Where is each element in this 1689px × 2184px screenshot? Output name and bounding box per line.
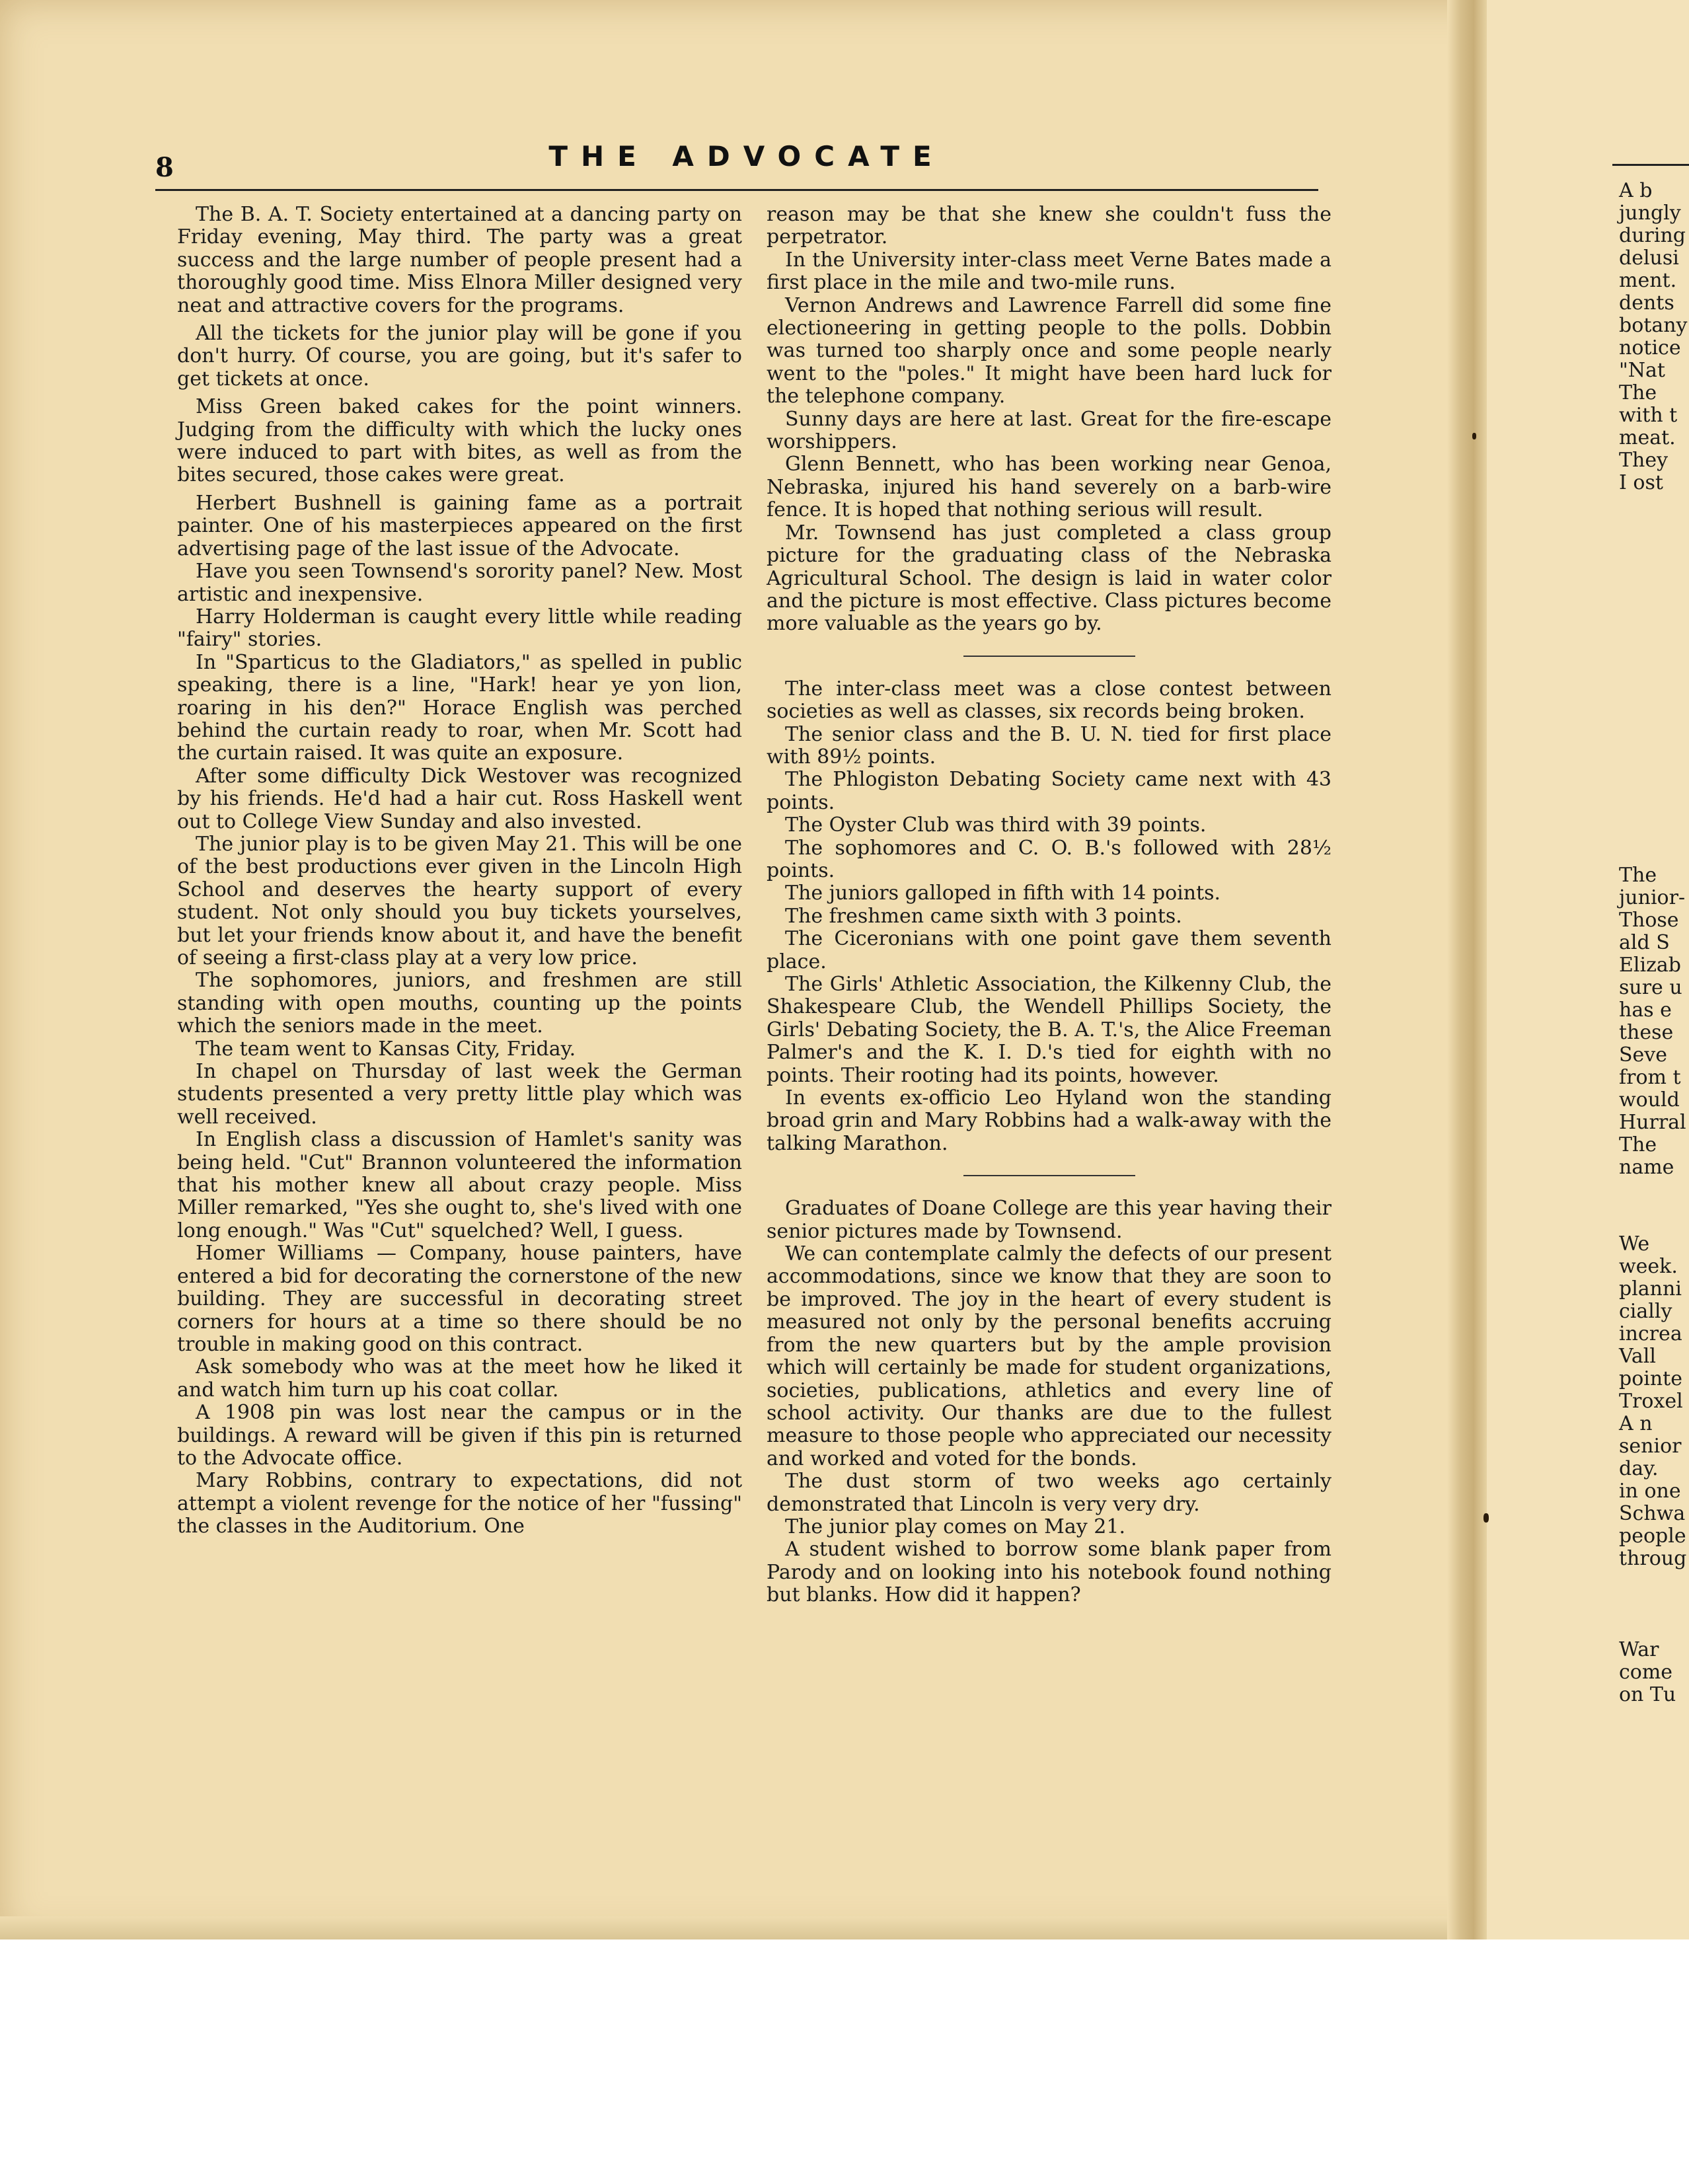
paragraph: The Girls' Athletic Association, the Kilkenny Club, the Shakespeare Club, the Wendell Phillips Society, the Girls' Debating Society, the B. A. T.'s, the Alice Freeman Palmer's and the K. I. D.'s tied for eighth with no points. Their rooting had its points, however. (767, 973, 1332, 1087)
facing-page-fragment: Hurral (1619, 1111, 1686, 1134)
paragraph: Mary Robbins, contrary to expectations, did not attempt a violent revenge for the notice of her "fussing" the classes in the Auditorium. One (177, 1469, 742, 1538)
paragraph: The team went to Kansas City, Friday. (196, 1037, 576, 1061)
paragraph: Graduates of Doane College are this year having their senior pictures made by Townsend. (767, 1197, 1332, 1243)
paragraph: The freshmen came sixth with 3 points. (785, 904, 1182, 928)
facing-page-fragment: Vall (1619, 1345, 1656, 1368)
section-divider (963, 1175, 1135, 1176)
facing-page-fragment: sure u (1619, 976, 1682, 999)
facing-page-fragment: Schwa (1619, 1502, 1686, 1525)
paragraph: Herbert Bushnell is gaining fame as a portrait painter. One of his masterpieces appeared on the first advertising page of the last issue of the Advocate. (177, 491, 742, 560)
paragraph: Harry Holderman is caught every little while reading "fairy" stories. (177, 605, 742, 652)
facing-page-fragment: A n (1619, 1412, 1653, 1435)
paragraph: The juniors galloped in fifth with 14 points. (785, 882, 1221, 905)
facing-page-fragment: would (1619, 1088, 1680, 1111)
paragraph: The senior class and the B. U. N. tied for first place with 89½ points. (767, 722, 1332, 769)
paragraph: The Ciceronians with one point gave them seventh place. (767, 927, 1332, 973)
facing-page-fragment: delusi (1619, 246, 1679, 270)
facing-page-fragment: They (1619, 449, 1669, 472)
facing-page-fragment: "Nat (1619, 359, 1665, 382)
paragraph: In the University inter-class meet Verne Bates made a first place in the mile and two-mile runs. (767, 248, 1332, 295)
facing-page-fragment: cially (1619, 1300, 1672, 1323)
facing-page-fragment: senior (1619, 1435, 1682, 1458)
facing-page-fragment: jungly (1619, 202, 1681, 225)
paragraph: After some difficulty Dick Westover was recognized by his friends. He'd had a hair cut. Ross Haskell went out to College View Sunday and also invested. (177, 764, 742, 833)
paragraph: The Oyster Club was third with 39 points. (785, 813, 1207, 837)
facing-page-fragment: increa (1619, 1322, 1682, 1345)
paragraph: Have you seen Townsend's sorority panel? New. Most artistic and inexpensive. (177, 560, 742, 606)
facing-page-fragment: I ost (1619, 471, 1663, 494)
facing-page-fragment: dents (1619, 291, 1674, 315)
facing-page-fragment: these (1619, 1021, 1674, 1044)
facing-page-fragment: We (1619, 1232, 1650, 1256)
facing-page-fragment: pointe (1619, 1367, 1682, 1390)
paragraph: Vernon Andrews and Lawrence Farrell did some fine electioneering in getting people to the polls. Dobbin was turned too sharply once and some people nearly went to the "poles." It might have been hard luck for the telephone company. (767, 293, 1332, 408)
facing-page-rule (1612, 164, 1689, 166)
facing-page-fragment: ment. (1619, 269, 1677, 292)
facing-page-fragment: The (1619, 864, 1657, 887)
facing-page-fragment: A b (1619, 179, 1653, 202)
paragraph: The dust storm of two weeks ago certainly demonstrated that Lincoln is very very dry. (767, 1470, 1332, 1516)
binding-spine (1447, 0, 1487, 1939)
paragraph: The B. A. T. Society entertained at a dancing party on Friday evening, May third. The party was a great success and the large number of people present had a thoroughly good time. Miss Elnora Miller designed very neat and attractive covers for the programs. (177, 203, 742, 317)
facing-page-fragment: name (1619, 1156, 1674, 1179)
facing-page-fragment: meat. (1619, 426, 1676, 449)
right-column (767, 204, 1332, 1607)
facing-page-fragment: planni (1619, 1277, 1682, 1300)
page-bottom-edge (0, 1916, 1689, 1939)
paragraph: The junior play is to be given May 21. This will be one of the best productions ever given in the Lincoln High School and deserves the hearty support of every student. Not only should you buy tickets yourselves, but let your friends know about it, and have the benefit of seeing a first-class play at a very low price. (177, 832, 742, 969)
paragraph: We can contemplate calmly the defects of our present accommodations, since we know that they are soon to be improved. The joy in the heart of every student is measured not only by the personal benefits accruing from the new quarters but by the ample provision which will certainly be made for student organizations, societies, publications, athletics and every line of school activity. Our thanks are due to the fullest measure to those people who appreciated our necessity and worked and voted for the bonds. (767, 1242, 1332, 1470)
facing-page-fragment: from t (1619, 1066, 1681, 1089)
facing-page-fragment: on Tu (1619, 1683, 1676, 1706)
paragraph: The inter-class meet was a close contest between societies as well as classes, six records being broken. (767, 677, 1332, 724)
paragraph: reason may be that she knew she couldn't fuss the perpetrator. (767, 203, 1332, 249)
masthead-title: THE ADVOCATE (548, 140, 945, 172)
facing-page-fragment: Elizab (1619, 954, 1681, 977)
paragraph: The Phlogiston Debating Society came next with 43 points. (767, 768, 1332, 814)
facing-page-fragment: during (1619, 224, 1686, 247)
facing-page-fragment: week. (1619, 1255, 1678, 1278)
paragraph: The sophomores, juniors, and freshmen are still standing with open mouths, counting up the points which the seniors made in the meet. (177, 969, 742, 1038)
section-divider (963, 656, 1135, 657)
facing-page-fragment: botany (1619, 314, 1688, 337)
facing-page-fragment: has e (1619, 998, 1672, 1022)
facing-page-fragment: people (1619, 1525, 1686, 1548)
paragraph: In chapel on Thursday of last week the German students presented a very pretty little play which was well received. (177, 1060, 742, 1129)
facing-page-fragment: junior- (1619, 886, 1686, 909)
facing-page-fragment: Seve (1619, 1043, 1668, 1067)
paragraph: Sunny days are here at last. Great for the fire-escape worshippers. (767, 407, 1332, 454)
paragraph: A student wished to borrow some blank paper from Parody and on looking into his notebook found nothing but blanks. How did it happen? (767, 1538, 1332, 1607)
facing-page-fragment: The (1619, 1133, 1657, 1156)
paragraph: A 1908 pin was lost near the campus or in the buildings. A reward will be given if this pin is returned to the Advocate office. (177, 1401, 742, 1470)
paragraph: Miss Green baked cakes for the point winners. Judging from the difficulty with which the lucky ones were induced to part with bites, as well as from the bites secured, those cakes were great. (177, 395, 742, 487)
facing-page-fragment: War (1619, 1638, 1659, 1661)
facing-page-fragment: The (1619, 381, 1657, 404)
facing-page-fragment: with t (1619, 404, 1678, 427)
facing-page-fragment: ald S (1619, 931, 1670, 954)
ink-speck (1483, 1513, 1489, 1523)
facing-page-fragment: come (1619, 1661, 1673, 1684)
paragraph: In events ex-officio Leo Hyland won the standing broad grin and Mary Robbins had a walk-away with the talking Marathon. (767, 1086, 1332, 1155)
paragraph: The junior play comes on May 21. (785, 1515, 1125, 1538)
paragraph: Ask somebody who was at the meet how he liked it and watch him turn up his coat collar. (177, 1355, 742, 1402)
left-column (177, 204, 742, 1538)
paragraph: All the tickets for the junior play will be gone if you don't hurry. Of course, you are going, but it's safer to get tickets at once. (177, 322, 742, 391)
facing-page-fragment: Troxel (1619, 1390, 1683, 1413)
paragraph: In "Sparticus to the Gladiators," as spelled in public speaking, there is a line, "Hark! hear ye yon lion, roaring in his den?" Horace English was perched behind the curtain ready to roar, when Mr. Scott had the curtain raised. It was quite an exposure. (177, 650, 742, 765)
paragraph: Homer Williams — Company, house painters, have entered a bid for decorating the cornerstone of the new building. They are successful in decorating street corners for hours at a time so there should be no trouble in making good on this contract. (177, 1242, 742, 1356)
facing-page-fragment: day. (1619, 1457, 1659, 1480)
ink-speck (1472, 433, 1476, 439)
paragraph: Mr. Townsend has just completed a class group picture for the graduating class of the Nebraska Agricultural School. The design is laid in water color and the picture is most effective. Class pictures become more valuable as the years go by. (767, 521, 1332, 636)
facing-page-fragment: throug (1619, 1547, 1687, 1570)
facing-page-fragment: notice (1619, 336, 1681, 359)
paragraph: In English class a discussion of Hamlet's sanity was being held. "Cut" Brannon volunteered the information that his mother knew all about crazy people. Miss Miller remarked, "Yes she ought to, she's lived with one long enough." Was "Cut" squelched? Well, I guess. (177, 1128, 742, 1242)
facing-page-fragment: in one (1619, 1480, 1681, 1503)
facing-page-fragment: Those (1619, 909, 1679, 932)
page-number: 8 (155, 152, 174, 183)
paragraph: The sophomores and C. O. B.'s followed with 28½ points. (767, 836, 1332, 882)
header-rule (155, 189, 1318, 191)
paragraph: Glenn Bennett, who has been working near Genoa, Nebraska, injured his hand severely on a barb-wire fence. It is hoped that nothing serious will result. (767, 453, 1332, 522)
